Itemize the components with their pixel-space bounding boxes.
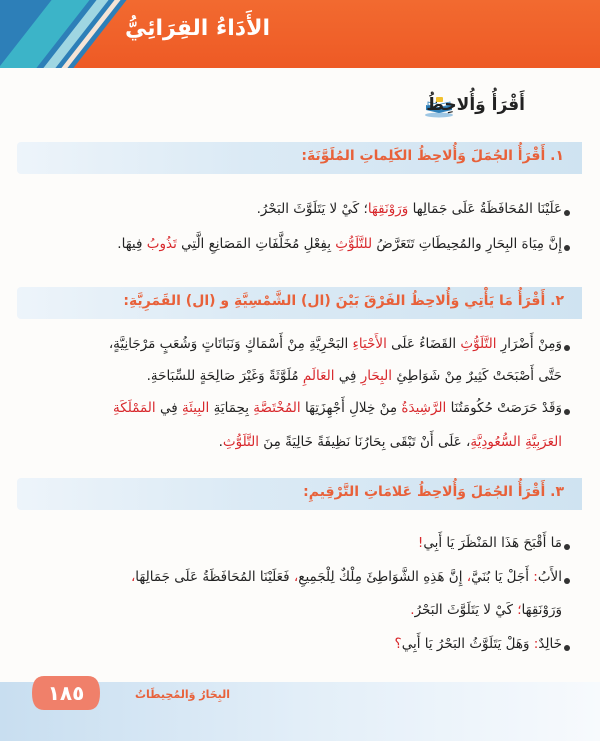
- text-fragment: فَعَلَيْنَا المُحَافَظَةُ عَلَى جَمَالِهَا: [135, 569, 294, 585]
- task-3-line-4: [395, 636, 562, 652]
- text-fragment: الرَّشِيدَةُ: [401, 400, 447, 416]
- unit-name: البِحَارُ وَالمُحِيطَاتُ: [135, 688, 231, 701]
- text-fragment: فِيهَا.: [117, 236, 147, 252]
- text-fragment: التَّلَوُّثِ: [222, 434, 259, 450]
- page-number: ١٨٥: [47, 681, 85, 705]
- text-fragment: بِفِعْلِ مُخَلَّفَاتِ المَصَانِعِ الَّتِي: [176, 236, 336, 252]
- text-fragment: العَالَمِ: [302, 368, 335, 384]
- text-fragment: وَمِنْ أَضْرَارِ: [496, 336, 562, 352]
- text-fragment: مِنْ خِلالِ أَجْهِزَتِهَا: [300, 400, 402, 416]
- text-fragment: ؟: [394, 636, 402, 652]
- bullet: [564, 578, 570, 584]
- text-fragment: ،: [293, 569, 299, 585]
- text-fragment: الأَحْيَاءِ: [352, 336, 387, 352]
- text-fragment: وَقَدْ حَرَصَتْ حُكُومَتُنَا: [446, 400, 562, 416]
- bullet: [564, 544, 570, 550]
- bullet: [564, 210, 570, 216]
- task-2-line-1: [109, 336, 562, 352]
- text-fragment: أَجَلْ يَا بُنَيَّ: [471, 569, 534, 585]
- text-fragment: البِيئَةِ: [181, 400, 210, 416]
- text-fragment: الأَبُ: [537, 569, 562, 585]
- text-fragment: !: [417, 535, 424, 551]
- text-fragment: كَيْ لا يَتَلَوَّثَ البَحْرُ: [414, 602, 518, 618]
- task-3-instruction: ٣. أَقْرَأُ الجُمَلَ وَأُلاحِظُ عَلامَاتِ التَّرْقِيمِ:: [303, 484, 564, 500]
- text-fragment: ؛: [517, 602, 522, 618]
- text-fragment: مُلَوَّثَةً وَغَيْرَ صَالِحَةٍ للسِّبَاحَةِ.: [146, 368, 303, 384]
- task-2-instruction: ٢. أَقْرَأُ مَا يَأْتِي وَأُلاحِظُ الفَرْقَ بَيْنَ (ال) الشَّمْسِيَّةِ و (ال) القَمَرِيَّةِ:: [123, 293, 564, 309]
- text-fragment: البَحْرِيَّةِ مِنْ أَسْمَاكٍ وَنَبَاتَاتٍ وَشُعَبٍ مَرْجَانِيَّةٍ،: [108, 336, 353, 352]
- text-fragment: البِحَارِ: [360, 368, 393, 384]
- text-fragment: حَتَّى أَصْبَحَتْ كَثِيرٌ مِنْ شَوَاطِئِ: [392, 368, 562, 384]
- text-fragment: مَا أَقْبَحَ هَذَا المَنْظَرَ يَا أَبِي: [423, 535, 562, 551]
- task-3-line-3: [410, 602, 562, 618]
- text-fragment: خَالِدٌ: [538, 636, 562, 652]
- text-fragment: ، عَلَى أَنْ تَبْقَى بِحَارُنَا نَظِيفَةً خَالِيَةً مِنَ: [259, 434, 471, 450]
- text-fragment: المَمْلَكَةِ: [113, 400, 156, 416]
- header-title: الأَدَاءُ القِرَائِيُّ: [124, 16, 270, 41]
- task-1-band: [17, 142, 582, 174]
- text-fragment: المُخْتَصَّةِ: [253, 400, 301, 416]
- bullet: [564, 645, 570, 651]
- text-fragment: العَرَبِيَّةِ: [525, 434, 562, 450]
- text-fragment: السُّعُودِيَّةِ: [470, 434, 521, 450]
- text-fragment: القَضَاءُ عَلَى: [386, 336, 461, 352]
- text-fragment: وَرَوْنَقِهَا: [521, 602, 562, 618]
- text-fragment: تَذُوبُ: [146, 236, 177, 252]
- text-fragment: إِنَّ هَذِهِ الشَّوَاطِئَ مِلْكٌ لِلْجَمِيعِ: [298, 569, 467, 585]
- text-fragment: التَّلَوُّثِ: [460, 336, 497, 352]
- section-heading: أَقْرَأُ وَأُلاحِظُ: [426, 95, 525, 115]
- task-3-line-2: [131, 569, 562, 585]
- text-fragment: .: [410, 602, 415, 618]
- text-fragment: ،: [130, 569, 136, 585]
- text-fragment: للتَّلَوُّثِ: [335, 236, 373, 252]
- task-1-line-2: [117, 236, 562, 252]
- task-2-line-4: [219, 434, 562, 450]
- task-3-band: [17, 478, 582, 510]
- text-fragment: فِي: [334, 368, 361, 384]
- task-3-line-1: [418, 535, 562, 551]
- task-1-line-1: [257, 201, 562, 217]
- text-fragment: وَهَلْ يَتَلَوَّثُ البَحْرُ يَا أَبِي: [401, 636, 534, 652]
- task-2-band: [17, 287, 582, 319]
- bullet: [564, 345, 570, 351]
- text-fragment: :: [533, 636, 539, 652]
- bullet: [564, 409, 570, 415]
- text-fragment: ؛ كَيْ لا يَتَلَوَّثَ البَحْرُ.: [256, 201, 368, 217]
- page-header: [0, 0, 600, 68]
- task-2-line-2: [147, 368, 562, 384]
- text-fragment: :: [533, 569, 538, 585]
- text-fragment: وَرَوْنَقِهَا: [367, 201, 409, 217]
- text-fragment: بِحِمَايَةِ: [209, 400, 254, 416]
- text-fragment: ،: [466, 569, 472, 585]
- task-1-instruction: ١. أَقْرَأُ الجُمَلَ وَأُلاحِظُ الكَلِماتِ المُلَوَّنَةَ:: [301, 148, 564, 164]
- bullet: [564, 245, 570, 251]
- text-fragment: إِنَّ مِيَاهَ البِحَارِ والمُحِيطَاتِ تَتَعَرَّضُ: [372, 236, 562, 252]
- text-fragment: فِي: [155, 400, 182, 416]
- task-2-line-3: [113, 400, 562, 416]
- text-fragment: .: [218, 434, 223, 450]
- text-fragment: عَلَيْنَا المُحَافَظَةُ عَلَى جَمَالِها: [408, 201, 562, 217]
